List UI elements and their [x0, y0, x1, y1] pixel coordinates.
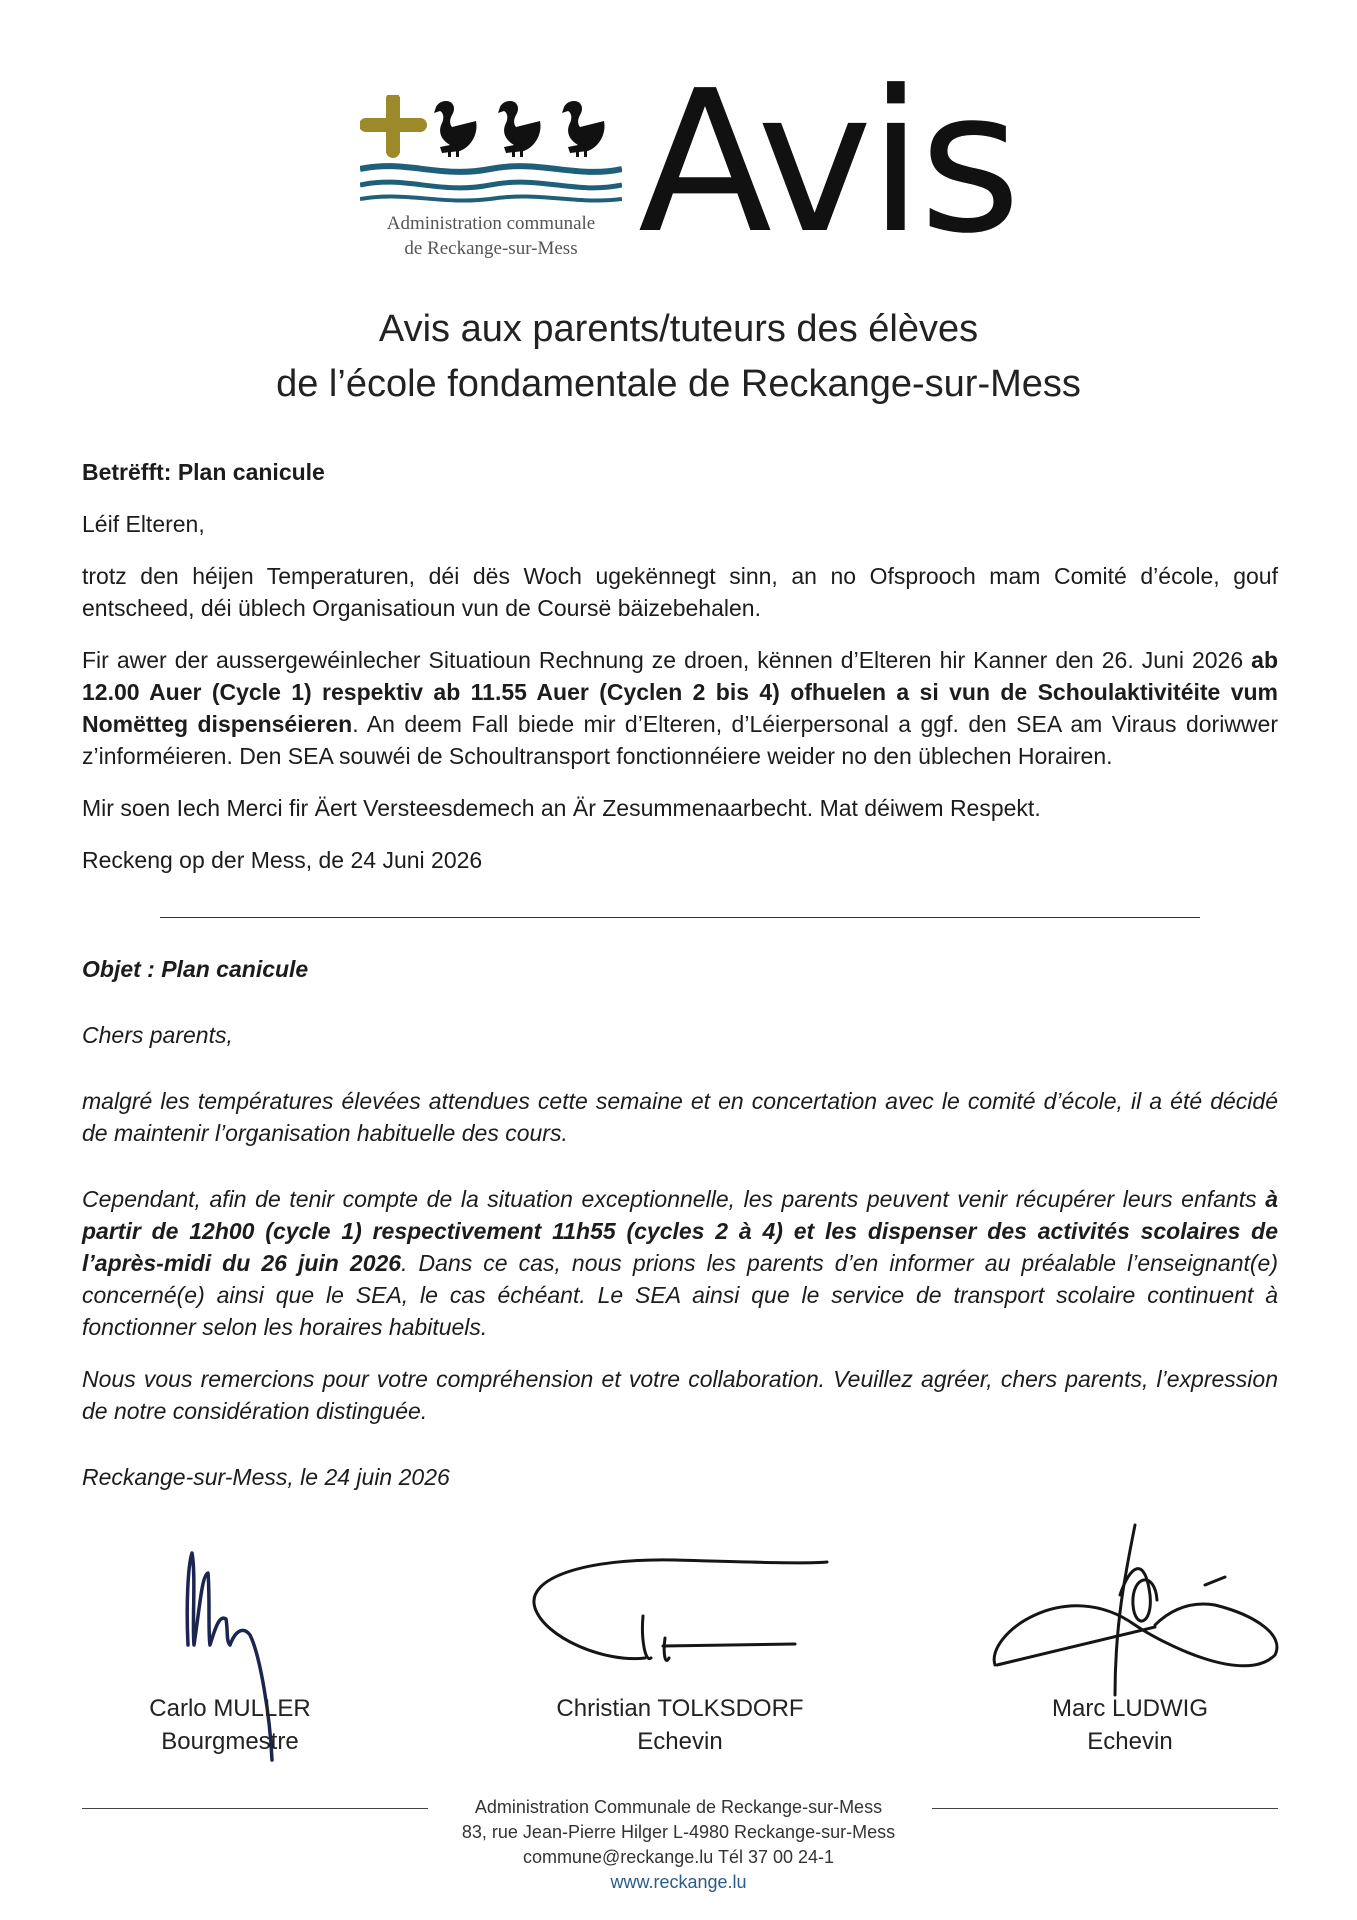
- footer-rule-left: [82, 1808, 428, 1809]
- signatory-name: Marc LUDWIG: [1052, 1695, 1208, 1722]
- header: [360, 49, 1018, 277]
- footer-contact: commune@reckange.lu Tél 37 00 24-1: [522, 1847, 835, 1867]
- document-title-line2: de l’école fondamentale de Reckange-sur-Mess: [276, 363, 1081, 405]
- section-divider: [160, 917, 1200, 918]
- fr-paragraph-3: Nous vous remercions pour votre compréhension et votre collaboration. Veuillez agréer, chers parents, l’expression de notre considération distinguée.: [82, 1366, 1278, 1424]
- footer-website-link[interactable]: www.reckange.lu: [610, 1872, 747, 1892]
- signatory-name: Carlo MULLER: [149, 1695, 311, 1722]
- footer-rule-right: [932, 1808, 1278, 1809]
- fr-paragraph-2: [82, 1183, 1278, 1343]
- logo-text-line1: Administration communale: [386, 213, 596, 234]
- signatory-title: Echevin: [637, 1728, 723, 1755]
- commune-emblem-icon: [360, 95, 622, 215]
- lb-salutation: Léif Elteren,: [82, 511, 205, 537]
- signature-ludwig-icon: [985, 1515, 1285, 1705]
- lb-p2-end: . An deem Fall biede mir d’Elteren, d’Léierpersonal a ggf. den SEA am Viraus doriwwer z’informéieren. Den SEA souwéi de Schoultransport fonctionnéiere weider no den üblechen Horairen.: [82, 711, 1278, 769]
- fr-paragraph-1: malgré les températures élevées attendues cette semaine et en concertation avec le comité d’école, il a été décidé de maintenir l’organisation habituelle des cours.: [82, 1088, 1278, 1146]
- signatory-name: Christian TOLKSDORF: [556, 1695, 804, 1722]
- fr-subject: Objet : Plan canicule: [82, 956, 309, 982]
- lb-section: [82, 456, 1278, 876]
- signatory-title: Echevin: [1087, 1728, 1173, 1755]
- fr-p2-bold: à partir de 12h00 (cycle 1) respectivement 11h55 (cycles 2 à 4) et les dispenser des activités scolaires de l’après-midi du 26 juin 2026: [82, 1186, 1278, 1276]
- lb-paragraph-2: [82, 644, 1278, 772]
- signature-tolksdorf-icon: [525, 1548, 835, 1678]
- document-title-line1: Avis aux parents/tuteurs des élèves: [378, 308, 979, 350]
- lb-subject: Betrëfft: Plan canicule: [82, 459, 325, 485]
- logo-text-line2: de Reckange-sur-Mess: [404, 238, 578, 259]
- signature-block-2: [530, 1692, 830, 1758]
- fr-salutation: Chers parents,: [82, 1022, 233, 1048]
- lb-p2-bold: ab 12.00 Auer (Cycle 1) respektiv ab 11.55 Auer (Cyclen 2 bis 4) ofhuelen a si vun de Schoulaktivitéite vum Nomëtteg dispenséieren: [82, 647, 1278, 737]
- fr-date: Reckange-sur-Mess, le 24 juin 2026: [82, 1464, 450, 1490]
- signatory-title: Bourgmestre: [161, 1728, 299, 1755]
- lb-p2-start: Fir awer der aussergewéinlecher Situatioun Rechnung ze droen, kënnen d’Elteren hir Kanner den 26. Juni 2026: [82, 647, 1252, 673]
- lb-date: Reckeng op der Mess, de 24 Juni 2026: [82, 847, 483, 873]
- avis-heading: Avis: [638, 49, 1018, 277]
- lb-paragraph-3: Mir soen Iech Merci fir Äert Versteesdemech an Är Zesummenaarbecht. Mat déiwem Respekt.: [82, 795, 1041, 821]
- fr-section: [82, 953, 1278, 1493]
- lb-paragraph-1: trotz den héijen Temperaturen, déi dës Woch ugekënnegt sinn, an no Ofsprooch mam Comité d’école, gouf entscheed, déi üblech Organisatioun vun de Coursë bäizebehalen.: [82, 563, 1278, 621]
- fr-p2-end: . Dans ce cas, nous prions les parents d’en informer au préalable l’enseignant(e) concerné(e) ainsi que le SEA, le cas échéant. Le SEA ainsi que le service de transport scolaire continuent à fonctionner selon les horaires habituels.: [82, 1250, 1278, 1340]
- commune-logo: [360, 95, 620, 270]
- fr-p2-start: Cependant, afin de tenir compte de la situation exceptionnelle, les parents peuvent venir récupérer leurs enfants: [82, 1186, 1266, 1212]
- footer-address-line1: Administration Communale de Reckange-sur-Mess: [474, 1797, 883, 1817]
- signature-block-3: [1010, 1692, 1250, 1758]
- footer-address-line2: 83, rue Jean-Pierre Hilger L-4980 Reckange-sur-Mess: [461, 1822, 896, 1842]
- signature-block-1: [110, 1692, 350, 1758]
- footer: [400, 1795, 957, 1895]
